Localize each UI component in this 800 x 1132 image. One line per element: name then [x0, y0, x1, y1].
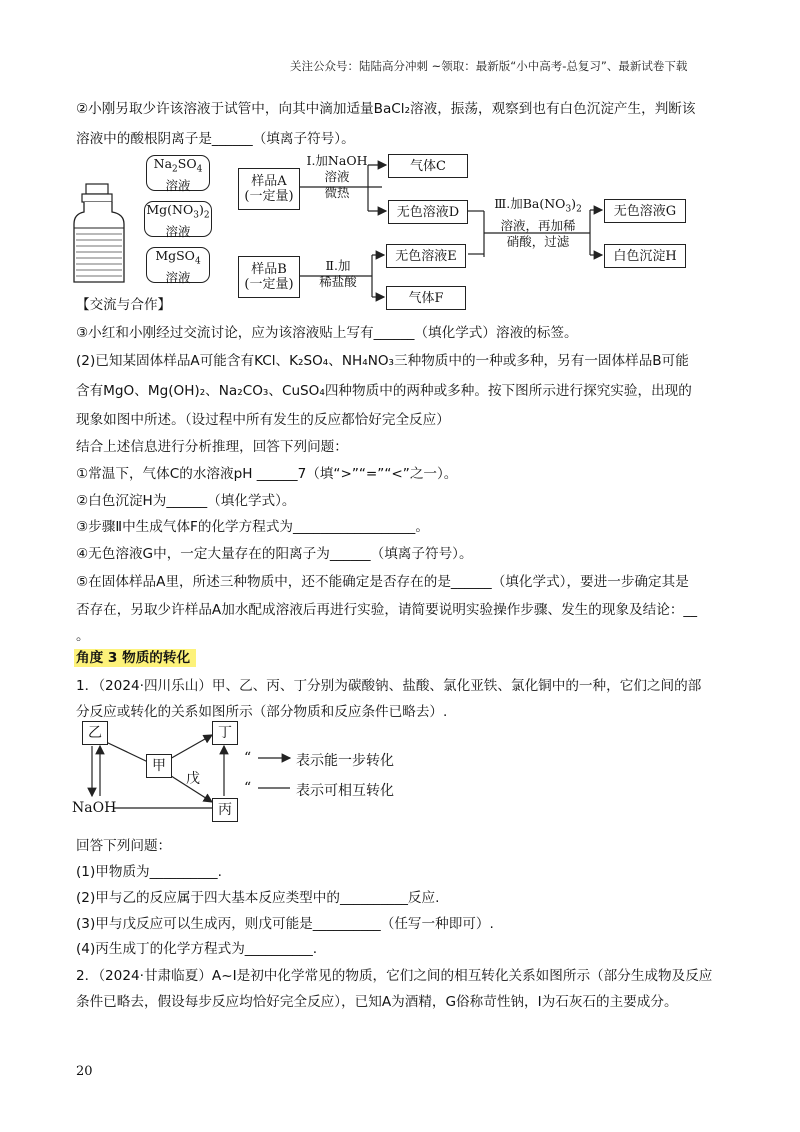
label-mgno3: $Mg(NO_3)_2$ 溶液	[144, 201, 212, 237]
legend-mutual: 表示可相互转化	[296, 783, 394, 799]
legend-quote-open: “	[244, 780, 252, 796]
gas-f-box: 气体F	[386, 286, 466, 310]
node-wu: 戊	[186, 771, 200, 787]
question-text-line: (3)甲与戊反应可以生成丙，则戊可能是__________（任写一种即可）.	[76, 916, 494, 932]
section-exchange-heading: 【交流与合作】	[76, 297, 172, 313]
node-yi: 乙	[82, 721, 108, 745]
question-text-line: ④无色溶液G中，一定大量存在的阳离子为______（填离子符号）。	[76, 546, 473, 562]
sample-b-box: 样品B (一定量)	[238, 256, 300, 298]
node-naoh: NaOH	[72, 800, 117, 816]
precipitate-h-box: 白色沉淀H	[604, 244, 686, 268]
node-bing: 丙	[212, 798, 238, 822]
solution-e-box: 无色溶液E	[386, 244, 466, 268]
question-text-line: 回答下列问题：	[76, 838, 172, 854]
question-text-line: 条件已略去，假设每步反应均恰好完全反应），已知A为酒精，G俗称苛性钠，I为石灰石的主要成分。	[76, 994, 678, 1010]
page-number: 20	[76, 1064, 93, 1079]
question-text-line: ①常温下，气体C的水溶液pH ______7（填“>”“=”“<”之一）。	[76, 466, 458, 482]
node-jia: 甲	[146, 754, 172, 778]
sample-a-box: 样品A (一定量)	[238, 168, 300, 210]
question-text-line: 现象如图中所述。（设过程中所有发生的反应都恰好完全反应）	[76, 412, 450, 428]
solution-d-box: 无色溶液D	[388, 200, 468, 224]
question-text-line: ⑤在固体样品A里，所述三种物质中，还不能确定是否存在的是______（填化学式），要进一步确定其是	[76, 574, 689, 590]
section-title-text: 角度 3 物质的转化	[74, 649, 196, 667]
legend-one-step: 表示能一步转化	[296, 753, 394, 769]
question-text-line: (1)甲物质为__________.	[76, 864, 222, 880]
label-na2so4: $Na_2SO_4$ 溶液	[146, 155, 210, 191]
node-ding: 丁	[212, 721, 238, 745]
question-text-line: 否存在，另取少许样品A加水配成溶液后再进行实验，请简要说明实验操作步骤、发生的现象及结论：__	[76, 602, 698, 618]
step2-label: Ⅱ.加 稀盐酸	[319, 258, 357, 289]
question-text-line: 结合上述信息进行分析推理，回答下列问题：	[76, 439, 348, 455]
step1-label: Ⅰ.加NaOH 溶液 微热	[306, 153, 368, 200]
reagent-bottle-icon	[74, 184, 124, 282]
question-text-line: ②白色沉淀H为______（填化学式）。	[76, 493, 296, 509]
step3-label: Ⅲ.加$Ba(NO_3)_2$ 溶液，再加稀 硝酸，过滤	[494, 196, 582, 249]
question-text-line: 分反应或转化的关系如图所示（部分物质和反应条件已略去）.	[76, 704, 448, 720]
label-mgso4: MgSO$_4$ 溶液	[146, 247, 210, 283]
gas-c-box: 气体C	[388, 154, 468, 178]
page-header: 关注公众号：陆陆高分冲刺 ~领取：最新版“小中高考-总复习”、最新试卷下载	[290, 59, 688, 73]
question-text-line: 1．（2024·四川乐山）甲、乙、丙、丁分别为碳酸钠、盐酸、氯化亚铁、氯化铜中的一种，它们之间的部	[76, 678, 702, 694]
question-text-line: 2．（2024·甘肃临夏）A~I是初中化学常见的物质，它们之间的相互转化关系如图所示（部分生成物及反应	[76, 968, 713, 984]
solution-g-box: 无色溶液G	[604, 199, 686, 223]
legend-quote-open: “	[244, 750, 252, 766]
question-text-line: (2)已知某固体样品A可能含有KCl、K₂SO₄、NH₄NO₃三种物质中的一种或多种，另有一固体样品B可能	[76, 353, 689, 369]
question-text-line: 含有MgO、Mg(OH)₂、Na₂CO₃、CuSO₄四种物质中的两种或多种。按下图所示进行探究实验，出现的	[76, 383, 692, 399]
question-text-line: ②小刚另取少许该溶液于试管中，向其中滴加适量BaCl₂溶液，振荡，观察到也有白色沉淀产生，判断该	[76, 101, 696, 117]
section-title	[74, 646, 196, 666]
question-text-line: ③小红和小刚经过交流讨论，应为该溶液贴上写有______（填化学式）溶液的标签。	[76, 325, 578, 341]
question-text-line: (2)甲与乙的反应属于四大基本反应类型中的__________反应.	[76, 890, 440, 906]
question-text-line: 溶液中的酸根阴离子是______（填离子符号）。	[76, 131, 355, 147]
question-text-line: ③步骤Ⅱ中生成气体F的化学方程式为__________________。	[76, 519, 429, 535]
question-text-line: 。	[76, 628, 90, 644]
question-text-line: (4)丙生成丁的化学方程式为__________.	[76, 941, 318, 957]
